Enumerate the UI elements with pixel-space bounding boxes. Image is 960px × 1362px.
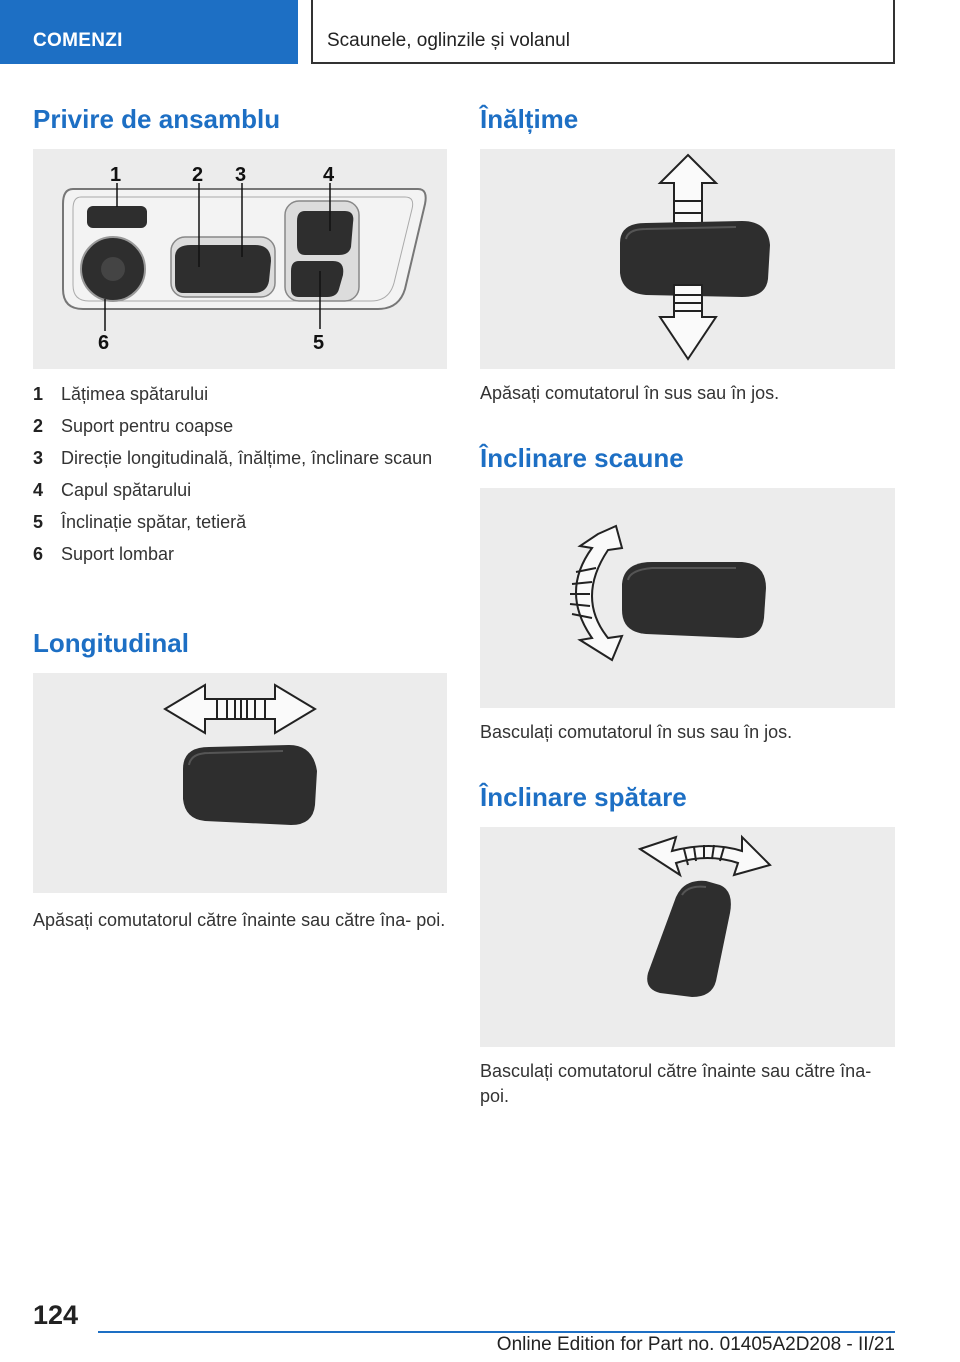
legend-text: Suport pentru coapse: [61, 416, 234, 436]
legend-number: 3: [33, 448, 44, 468]
backrest-tilt-heading: Înclinare spătare: [480, 782, 687, 812]
height-switch-image: [480, 149, 895, 369]
backrest-tilt-switch-image: [480, 827, 895, 1047]
legend-text: Înclinație spătar, tetieră: [61, 512, 247, 532]
callout-4: 4: [323, 164, 335, 186]
seat-tilt-heading: Înclinare scaune: [480, 443, 684, 473]
callout-3: 3: [235, 164, 247, 186]
section-tab[interactable]: [311, 0, 895, 64]
section-label: Scaunele, oglinzile și volanul: [327, 30, 570, 51]
legend-text: Suport lombar: [61, 544, 175, 564]
longitudinal-heading: Longitudinal: [33, 628, 189, 658]
seat-tilt-instruction: Basculați comutatorul în sus sau în jos.: [480, 722, 793, 742]
legend-number: 5: [33, 512, 44, 532]
callout-2: 2: [192, 164, 204, 186]
longitudinal-switch-image: [33, 673, 447, 893]
legend-number: 4: [33, 480, 44, 500]
overview-legend: [33, 382, 447, 574]
legend-item: [33, 414, 447, 438]
legend-number: 2: [33, 416, 44, 436]
legend-number: 1: [33, 384, 44, 404]
seat-controls-overview-image: [33, 149, 447, 369]
legend-number: 6: [33, 544, 44, 564]
callout-5: 5: [313, 332, 325, 354]
footer-divider: [98, 1331, 895, 1333]
callout-1: 1: [110, 164, 122, 186]
overview-heading: Privire de ansamblu: [33, 104, 281, 134]
callout-6: 6: [98, 332, 110, 354]
legend-item: [33, 478, 447, 502]
legend-item: [33, 542, 447, 566]
legend-item: [33, 510, 447, 534]
chapter-label: COMENZI: [33, 30, 123, 51]
edition-note: Online Edition for Part no. 01405A2D208 - II/21: [496, 1334, 895, 1355]
legend-text: Lățimea spătarului: [61, 384, 209, 404]
legend-item: [33, 446, 447, 470]
longitudinal-instruction: Apăsați comutatorul către înainte sau către îna- poi.: [33, 910, 446, 930]
legend-item: [33, 382, 447, 406]
chapter-tab[interactable]: [0, 0, 298, 64]
seat-tilt-switch-image: [480, 488, 895, 708]
legend-text: Direcție longitudinală, înălțime, înclinare scaun: [61, 448, 433, 468]
height-instruction: Apăsați comutatorul în sus sau în jos.: [480, 383, 780, 403]
legend-text: Capul spătarului: [61, 480, 192, 500]
backrest-tilt-instruction: Basculați comutatorul către înainte sau către îna- poi.: [480, 1061, 872, 1106]
page-number: 124: [33, 1300, 79, 1330]
height-heading: Înălțime: [480, 104, 579, 134]
